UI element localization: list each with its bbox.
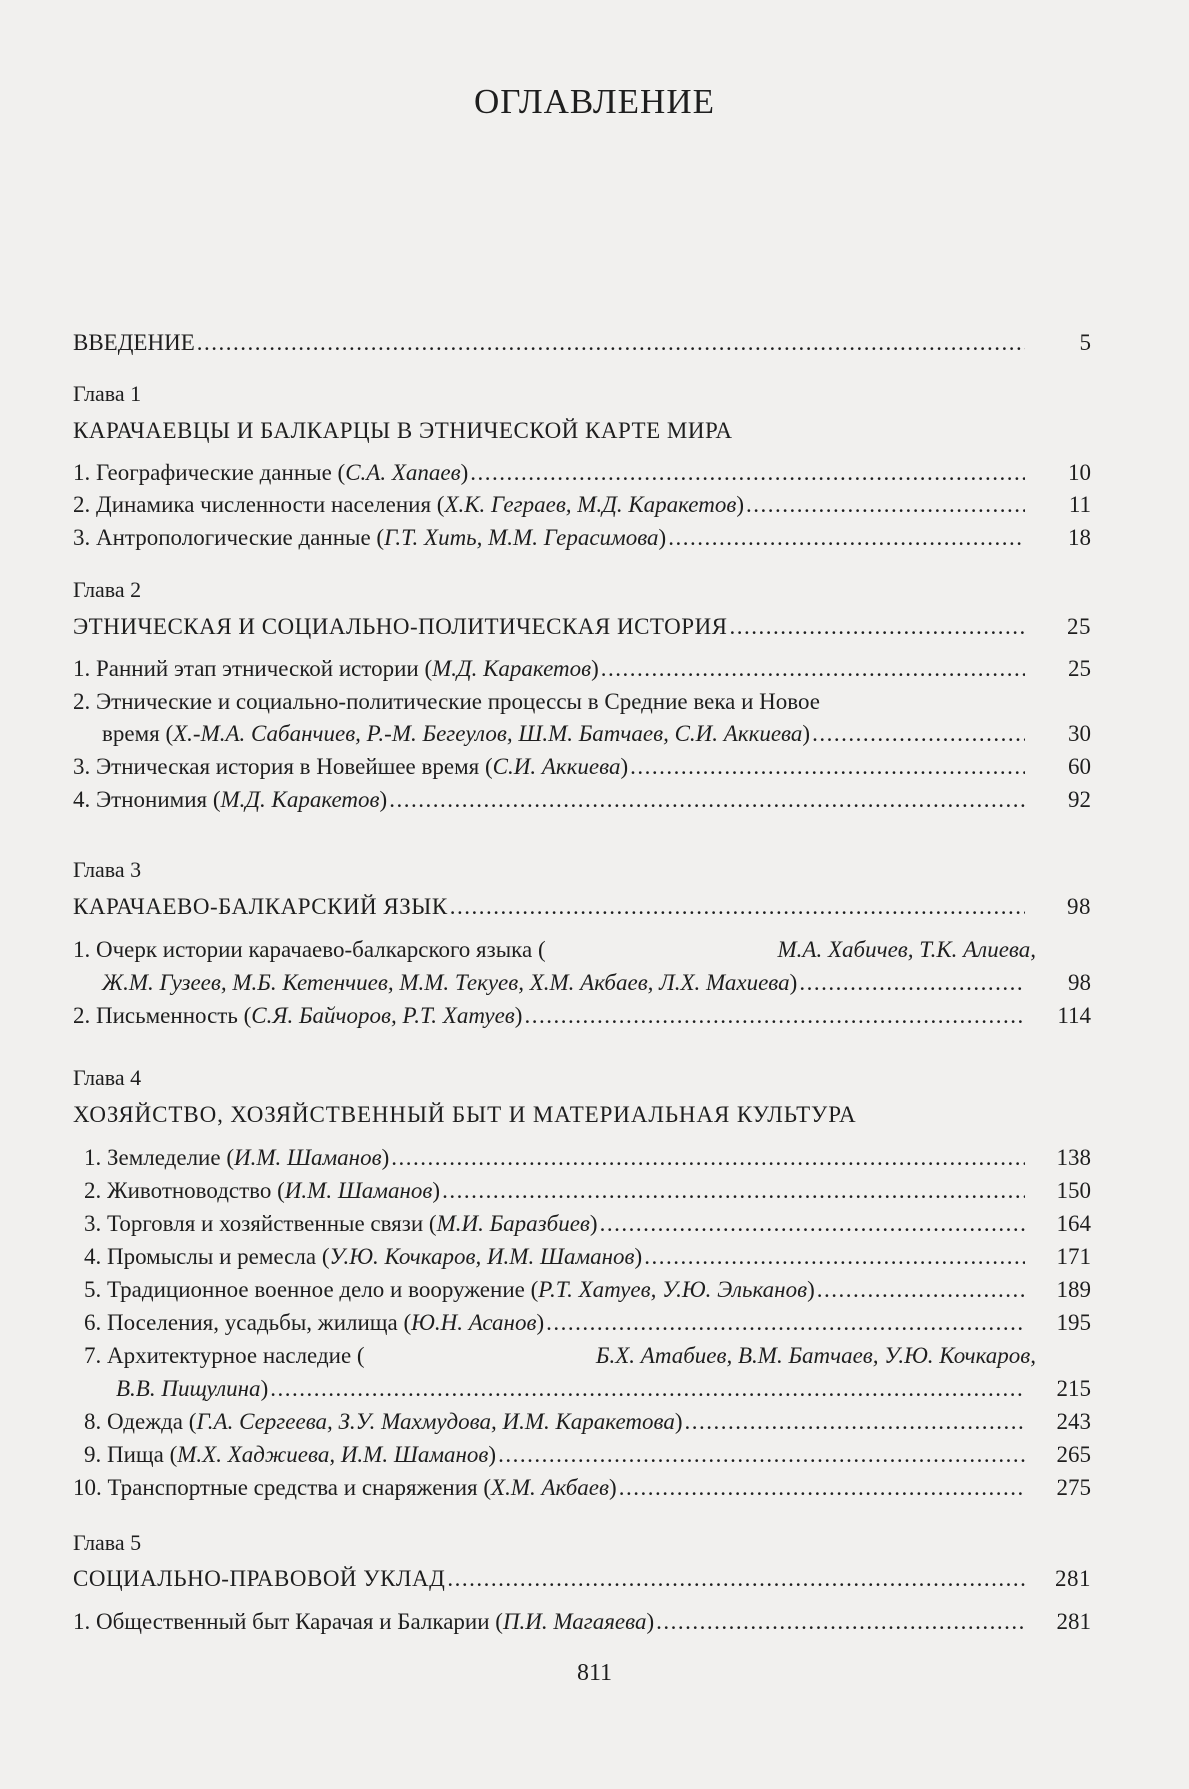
leader-dots [524,1003,1025,1029]
toc-entry: В.В. Пищулина) ..... 215 [116,1376,1091,1402]
toc-entry: 9. Пища (М.Х. Хаджиева, И.М. Шаманов) ..... 265 [84,1442,1091,1468]
entry-page: 138 [1056,1145,1091,1170]
entry-page: 171 [1056,1244,1091,1269]
entry-page: 114 [1057,1003,1091,1028]
leader-dots [799,970,1025,996]
toc-entry: 5. Традиционное военное дело и вооружение (Р.Т. Хатуев, У.Ю. Эльканов) ..... 189 [84,1277,1091,1303]
chapter-title-entry [73,894,1091,920]
entry-page: 164 [1056,1211,1091,1236]
chapter-title-entry [73,1566,1091,1592]
entry-page: 11 [1068,492,1091,517]
toc-entry: 2. Животноводство (И.М. Шаманов) ..... 150 [84,1178,1091,1204]
entry-page: 281 [1056,1609,1091,1634]
entry-page: 189 [1056,1277,1091,1302]
leader-dots [730,614,1025,640]
page-title: ОГЛАВЛЕНИЕ [474,82,715,121]
chapter-title-entry [73,614,1091,640]
entry-page: 275 [1056,1475,1091,1500]
toc-entry: 8. Одежда (Г.А. Сергеева, З.У. Махмудова, И.М. Каракетова) ..... 243 [84,1409,1091,1435]
leader-dots [470,460,1025,486]
entry-page: 215 [1056,1376,1091,1401]
chapter-title: КАРАЧАЕВО-БАЛКАРСКИЙ ЯЗЫК [73,894,448,919]
entry-page: 10 [1068,460,1091,485]
toc-entry: 3. Торговля и хозяйственные связи (М.И. Баразбиев) ..... 164 [84,1211,1091,1237]
toc-entry: 1. Общественный быт Карачая и Балкарии (П.И. Магаяева) ..... 281 [73,1609,1091,1635]
leader-dots [619,1475,1025,1501]
leader-dots [812,721,1025,747]
entry-page: 25 [1068,656,1091,681]
leader-dots [389,787,1025,813]
entry-first-line: 7. Архитектурное наследие ( Б.Х. Атабиев, В.М. Батчаев, У.Ю. Кочкаров, [84,1343,1036,1368]
toc-entry-intro [73,330,1091,356]
toc-entry: 1. Географические данные (С.А. Хапаев) ..... 10 [73,460,1091,486]
leader-dots [197,330,1025,356]
toc-entry: 6. Поселения, усадьбы, жилища (Ю.Н. Асанов) ..... 195 [84,1310,1091,1336]
entry-page: 98 [1067,894,1091,919]
chapter-title: ХОЗЯЙСТВО, ХОЗЯЙСТВЕННЫЙ БЫТ И МАТЕРИАЛЬНАЯ КУЛЬТУРА [73,1102,857,1127]
entry-page: 195 [1056,1310,1091,1335]
leader-dots [630,754,1025,780]
leader-dots [546,1310,1025,1336]
leader-dots [668,525,1025,551]
leader-dots [450,894,1025,920]
entry-page: 92 [1068,787,1091,812]
chapter-title: ЭТНИЧЕСКАЯ И СОЦИАЛЬНО-ПОЛИТИЧЕСКАЯ ИСТОРИЯ [73,614,728,639]
entry-page: 150 [1056,1178,1091,1203]
entry-page: 30 [1068,721,1091,746]
leader-dots [601,656,1025,682]
entry-first-line: 1. Очерк истории карачаево-балкарского языка ( М.А. Хабичев, Т.К. Алиева, [73,937,1036,962]
leader-dots [447,1566,1025,1592]
toc-entry: время (Х.-М.А. Сабанчиев, Р.-М. Бегеулов, Ш.М. Батчаев, С.И. Аккиева) ..... 30 [102,721,1091,747]
leader-dots [685,1409,1026,1435]
entry-page: 265 [1056,1442,1091,1467]
toc-entry: 2. Письменность (С.Я. Байчоров, Р.Т. Хатуев) ..... 114 [73,1003,1091,1029]
toc-entry: 1. Земледелие (И.М. Шаманов) ..... 138 [84,1145,1091,1171]
entry-page: 5 [1079,330,1091,355]
leader-dots [656,1609,1025,1635]
toc-entry: 10. Транспортные средства и снаряжения (Х.М. Акбаев) ..... 275 [73,1475,1091,1501]
toc-entry: 3. Антропологические данные (Г.Т. Хить, М.М. Герасимова) ..... 18 [73,525,1091,551]
toc-entry: 1. Ранний этап этнической истории (М.Д. Каракетов) ..... 25 [73,656,1091,682]
chapter-title: СОЦИАЛЬНО-ПРАВОВОЙ УКЛАД [73,1566,446,1591]
entry-page: 98 [1068,970,1091,995]
chapter-label: Глава 5 [73,1530,142,1555]
toc-entry: 2. Динамика численности населения (Х.К. Геграев, М.Д. Каракетов) ..... 11 [73,492,1091,518]
page-number: 811 [576,1660,613,1686]
toc-entry: Ж.М. Гузеев, М.Б. Кетенчиев, М.М. Текуев, Х.М. Акбаев, Л.Х. Махиева) ..... 98 [102,970,1091,996]
toc-entry: 4. Этнонимия (М.Д. Каракетов) ..... 92 [73,787,1091,813]
entry-page: 18 [1068,525,1091,550]
leader-dots [270,1376,1025,1402]
entry-page: 243 [1056,1409,1091,1434]
leader-dots [817,1277,1025,1303]
chapter-label: Глава 4 [73,1065,142,1090]
leader-dots [746,492,1025,518]
chapter-title: КАРАЧАЕВЦЫ И БАЛКАРЦЫ В ЭТНИЧЕСКОЙ КАРТЕ МИРА [73,418,733,443]
chapter-label: Глава 3 [73,857,142,882]
entry-page: 60 [1068,754,1091,779]
leader-dots [391,1145,1025,1171]
toc-entry: 4. Промыслы и ремесла (У.Ю. Кочкаров, И.М. Шаманов) ..... 171 [84,1244,1091,1270]
entry-first-line: 2. Этнические и социально-политические процессы в Средние века и Новое [73,689,820,714]
chapter-label: Глава 2 [73,577,142,602]
leader-dots [600,1211,1025,1237]
entry-title: ВВЕДЕНИЕ [73,330,195,355]
leader-dots [498,1442,1025,1468]
leader-dots [644,1244,1025,1270]
chapter-label: Глава 1 [73,381,142,406]
toc-entry: 3. Этническая история в Новейшее время (С.И. Аккиева) ..... 60 [73,754,1091,780]
leader-dots [442,1178,1025,1204]
entry-page: 25 [1067,614,1091,639]
entry-page: 281 [1055,1566,1091,1591]
